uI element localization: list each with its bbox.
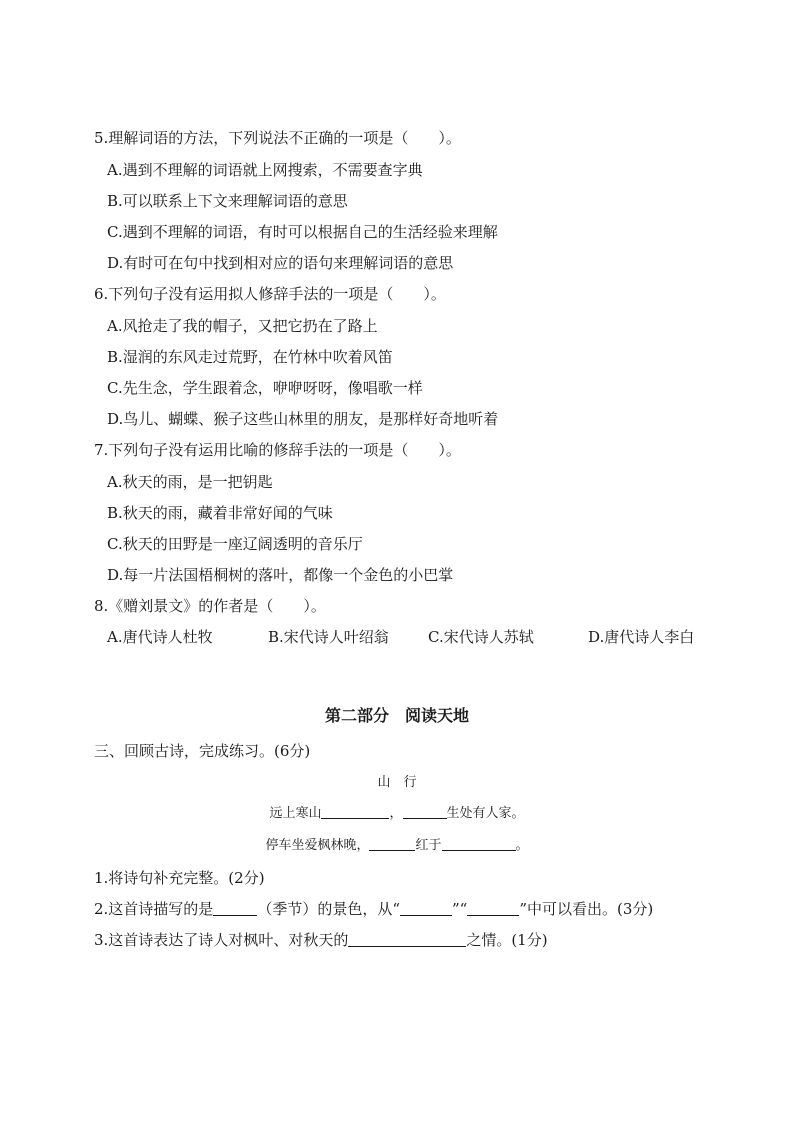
season-blank[interactable] (213, 901, 257, 916)
question-5-option-d: D.有时可在句中找到相对应的语句来理解词语的意思 (107, 254, 454, 272)
question-7-option-a: A.秋天的雨，是一把钥匙 (107, 473, 273, 491)
question-5-option-b: B.可以联系上下文来理解词语的意思 (107, 192, 348, 210)
poem-line-2-part-b: 红于 (415, 838, 442, 853)
sub-question-3-part-b: 之情。(1分) (466, 931, 548, 949)
poem-line-1-part-b: ， (389, 806, 403, 821)
poem-line-2-part-c: 。 (515, 838, 529, 853)
question-5-option-c: C.遇到不理解的词语，有时可以根据自己的生活经验来理解 (107, 223, 498, 241)
question-5-option-a: A.遇到不理解的词语就上网搜索，不需要查字典 (107, 161, 423, 179)
sub-question-2-part-c: ”“ (451, 900, 468, 918)
poem-line-1-part-a: 远上寒山 (269, 806, 322, 821)
question-7-option-b: B.秋天的雨，藏着非常好闻的气味 (107, 504, 333, 522)
question-8-option-a: A.唐代诗人杜牧 (107, 628, 213, 646)
question-7-option-d: D.每一片法国梧桐树的落叶，都像一个金色的小巴掌 (107, 566, 454, 584)
evidence-blank-2[interactable] (467, 901, 519, 916)
sub-question-2-part-a: 2.这首诗描写的是 (94, 900, 214, 918)
question-6-option-b: B.湿润的东风走过荒野，在竹林中吹着风笛 (107, 348, 393, 366)
sub-question-2-part-b: （季节）的景色，从“ (257, 900, 400, 918)
sub-question-2 (94, 899, 653, 919)
poem-blank-3[interactable] (369, 836, 415, 851)
section-three-heading: 三、回顾古诗，完成练习。(6分) (94, 742, 311, 760)
question-7-stem: 7.下列句子没有运用比喻的修辞手法的一项是（ ）。 (94, 441, 461, 459)
poem-blank-1[interactable] (321, 804, 389, 819)
evidence-blank-1[interactable] (400, 901, 452, 916)
poem-blank-4[interactable] (442, 836, 516, 851)
question-5-stem: 5.理解词语的方法，下列说法不正确的一项是（ ）。 (94, 129, 461, 147)
sub-question-2-part-d: ”中可以看出。(3分) (519, 900, 654, 918)
question-6-stem: 6.下列句子没有运用拟人修辞手法的一项是（ ）。 (94, 285, 446, 303)
poem-line-2 (0, 836, 794, 856)
part-two-title: 第二部分 阅读天地 (324, 706, 469, 725)
sub-question-1: 1.将诗句补充完整。(2分) (94, 869, 265, 887)
sub-question-3 (94, 930, 548, 950)
poem-line-2-part-a: 停车坐爱枫林晚， (265, 838, 370, 853)
question-6-option-d: D.鸟儿、蝴蝶、猴子这些山林里的朋友，是那样好奇地听着 (107, 410, 499, 428)
question-8-stem: 8.《赠刘景文》的作者是（ ）。 (94, 597, 326, 615)
question-8-options (0, 627, 794, 649)
question-8-option-d: D.唐代诗人李白 (588, 628, 695, 646)
question-8-option-c: C.宋代诗人苏轼 (428, 628, 534, 646)
poem-line-1-part-c: 生处有人家。 (446, 806, 525, 821)
poem-title: 山 行 (377, 775, 417, 790)
question-6-option-a: A.风抢走了我的帽子，又把它扔在了路上 (107, 317, 378, 335)
poem-blank-2[interactable] (403, 804, 447, 819)
question-7-option-c: C.秋天的田野是一座辽阔透明的音乐厅 (107, 535, 363, 553)
question-6-option-c: C.先生念，学生跟着念，咿咿呀呀，像唱歌一样 (107, 379, 423, 397)
question-8-option-b: B.宋代诗人叶绍翁 (268, 628, 389, 646)
sub-question-3-part-a: 3.这首诗表达了诗人对枫叶、对秋天的 (94, 931, 349, 949)
emotion-blank[interactable] (348, 932, 466, 947)
poem-line-1 (0, 804, 794, 824)
